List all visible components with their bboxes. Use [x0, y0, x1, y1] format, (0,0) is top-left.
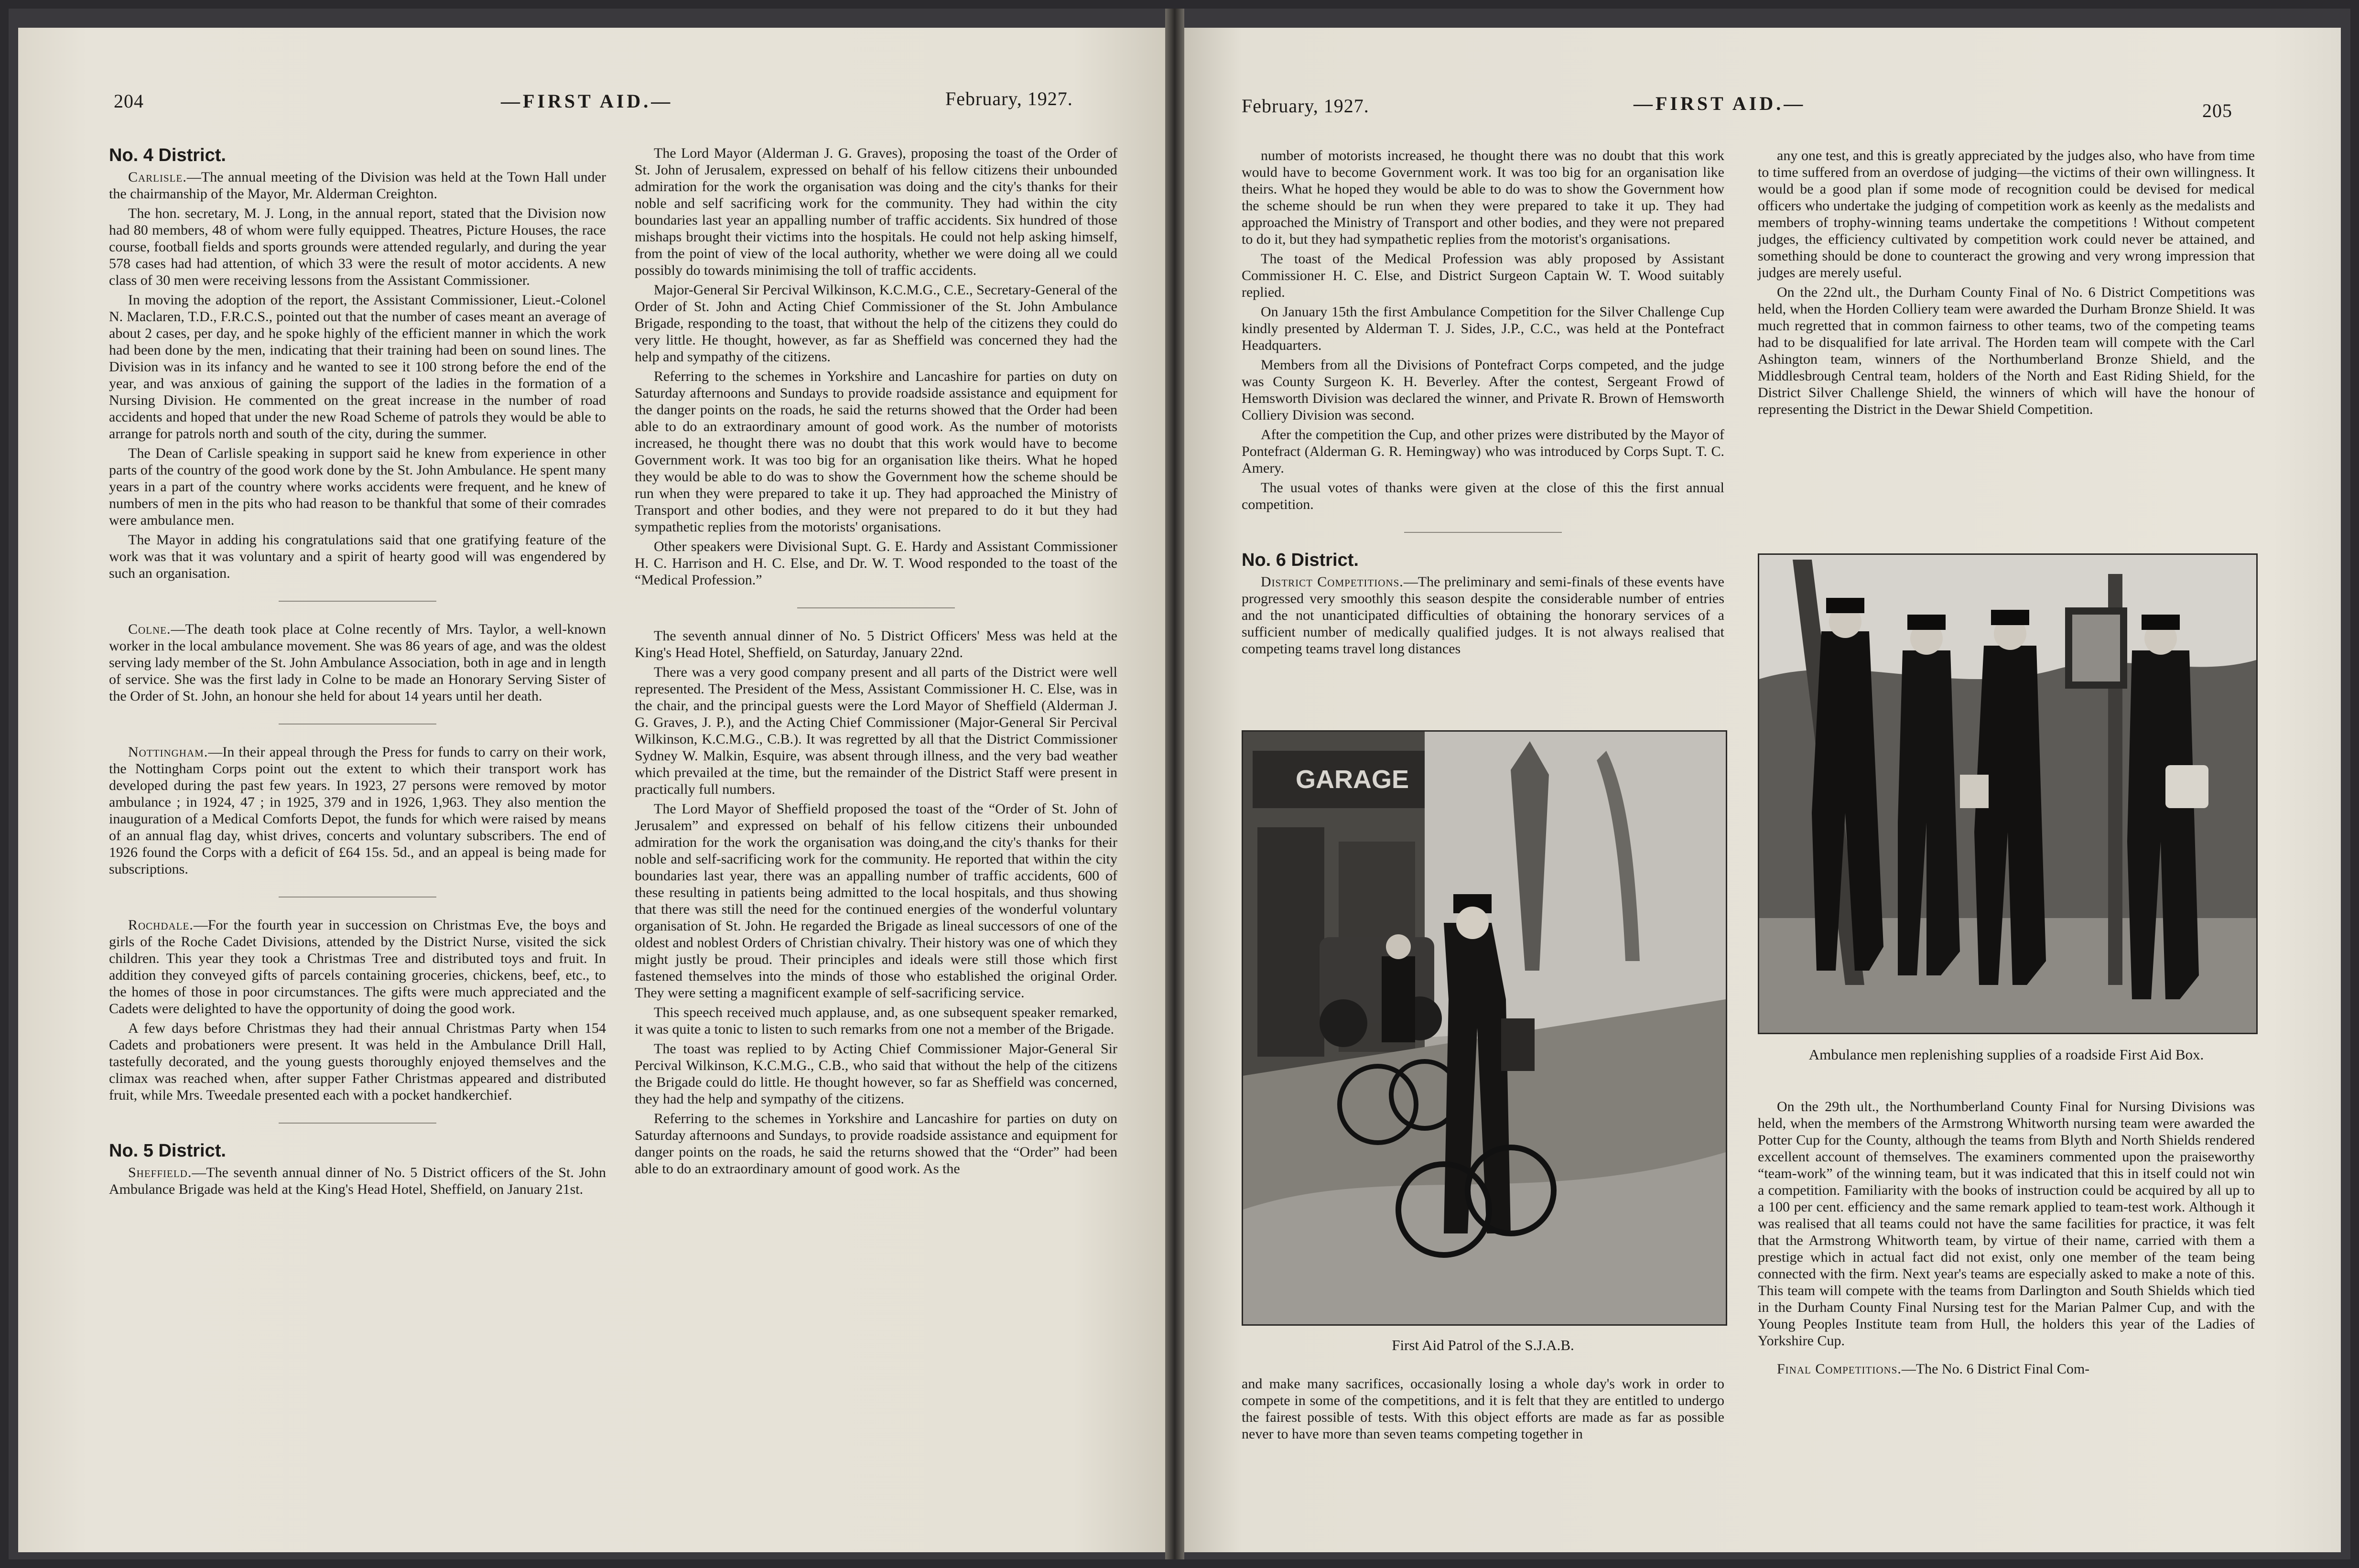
paragraph: [109, 621, 606, 704]
section-rule: [1404, 532, 1562, 533]
paragraph: This speech received much applause, and, as one subsequent speaker remarked, it was quite a tonic to listen to such remarks from one not a member of the Brigade.: [635, 1005, 1117, 1037]
paragraph: [109, 744, 606, 877]
paragraph: any one test, and this is greatly appreciated by the judges also, who have from time to time suffered from an overdose of judging—the victims of their own willingness. It would be a good plan if some mode of recognition could be devised for medical officers who undertake the judging of competition work as keenly as the medalists and members of trophy-winning teams undertake the competitions ! Without competent judges, the efficiency cultivated by competition work could never be attained, and something should be done to counteract the growing and very wrong impression that judges are merely useful.: [1758, 148, 2255, 281]
paragraph: number of motorists increased, he thought there was no doubt that this work would have to become Government work. It was too big for an organisation like theirs. What he hoped they would be able to do was to show the Government how the scheme should be run when they were prepared to take it up. They had approached the Ministry of Transport and other bodies, and they were not prepared to do it, but they had sympathetic replies from the motorist's organisations.: [1242, 148, 1724, 247]
first-aid-box-photo-caption: Ambulance men replenishing supplies of a roadside First Aid Box.: [1808, 1046, 2204, 1063]
running-title-text: —FIRST AID.—: [501, 90, 673, 112]
running-title: [1634, 92, 1806, 115]
paragraph: The Mayor in adding his congratulations said that one gratifying feature of the work was that it was voluntary and a spirit of hearty good will was engendered by such an organisation.: [109, 532, 606, 581]
section-heading: No. 6 District.: [1242, 550, 1359, 570]
paragraph: On the 22nd ult., the Durham County Final of No. 6 District Competitions was held, when the Horden Colliery team were awarded the Durham Bronze Shield. It was much regretted that in common fairness to other teams, two of the competing teams had to be disqualified for late arrival. The Horden team will compete with the Carl Ashington team, winners of the Northumberland Bronze Shield, and the Middlesbrough Central team, holders of the North and East Riding Shield, for the District Silver Challenge Shield, the winners of which will have the honour of representing the District in the Dewar Shield Competition.: [1758, 284, 2255, 417]
paragraph: The usual votes of thanks were given at the close of this the first annual competition.: [1242, 480, 1724, 512]
paragraph: The Lord Mayor of Sheffield proposed the toast of the “Order of St. John of Jerusalem” and expressed on behalf of his fellow citizens their unbounded admiration for the work the organisation was doing,and the city's thanks for their noble and self-sacrificing work for the community. He reported that within the city boundaries last year, there was an appalling number of traffic accidents, 600 of these resulting in patients being admitted to the local hospitals, and thus showing that there was still the need for the continued energies of the wonderful voluntary organisation of St. John. He regarded the Brigade as lineal successors of one of the oldest and noblest Orders of Christian chivalry. Their history was one of which they might justly be proud. Their principles and ideals were still those which first fastened themselves into the minds of those who established the original Order. They were setting a magnificent example of self-sacrificing service.: [635, 801, 1117, 1001]
paragraph-text: —For the fourth year in succession on Christmas Eve, the boys and girls of the Roche Cadet Divisions, attended by the District Nurse, visited the sick children. This year they took a Christmas Tree and distributed toys and fruit. In addition they conveyed gifts of parcels containing groceries, chickens, beef, etc., to the homes of those in poor circumstances. The gifts were much appreciated and the Cadets were delighted to have the opportunity of doing the good work.: [109, 917, 606, 1016]
paragraph: Members from all the Divisions of Pontefract Corps competed, and the judge was County Surgeon K. H. Beverley. After the contest, Sergeant Frowd of Hemsworth Division was declared the winner, and Private R. Brown of Hemsworth Colliery Division was second.: [1242, 357, 1724, 423]
patrol-photo: [1242, 730, 1727, 1326]
paragraph: On January 15th the first Ambulance Competition for the Silver Challenge Cup kindly presented by Alderman T. J. Sides, J.P., C.C., was held at the Pontefract Headquarters.: [1242, 304, 1724, 353]
section-rule: [797, 607, 955, 608]
section-lead: Final Competitions.: [1777, 1361, 1902, 1377]
paragraph: On the 29th ult., the Northumberland County Final for Nursing Divisions was held, when the members of the Armstrong Whitworth nursing team were awarded the Potter Cup for the County, although the teams from Blyth and North Shields rendered excellent account of themselves. The examiners commented upon the praiseworthy “team-work” of the winning team, but it was indicated that this in itself could not win a competition. Familiarity with the books of instruction could be acquired by all up to a 100 per cent. efficiency and the same remark applied to team-test work. Although it was realised that all teams could not have the same facilities for practice, it was felt that the Armstrong Whitworth team, by virtue of their name, carried with them a prestige which in actual fact did not exist, only one member of the team being connected with the firm. Next year's teams are especially asked to make a note of this. This team will compete with the teams from Darlington and South Shields which tied in the Durham County Final Nursing test for the Marian Palmer Cup, and with the Young Peoples Institute team from Hull, the holders this year of the Ladies of Yorkshire Cup.: [1758, 1099, 2255, 1349]
issue-date: February, 1927.: [1242, 95, 1369, 117]
section-heading: No. 4 District.: [109, 145, 226, 165]
place-name: Nottingham.: [128, 744, 208, 760]
paragraph: [1242, 573, 1724, 657]
patrol-photo-caption: First Aid Patrol of the S.J.A.B.: [1392, 1337, 1574, 1353]
book-gutter: [1165, 9, 1184, 1559]
paragraph-text: —The No. 6 District Final Com-: [1901, 1361, 2090, 1377]
paragraph: A few days before Christmas they had their annual Christmas Party when 154 Cadets and probationers were present. It was held in the Ambulance Drill Hall, tastefully decorated, and the young guests thoroughly enjoyed themselves and the climax was reached when, after supper Father Christmas appeared and distributed fruit, while Mrs. Tweedale presented each with a pocket handkerchief.: [109, 1020, 606, 1103]
paragraph: [109, 169, 606, 202]
paragraph-text: —In their appeal through the Press for funds to carry on their work, the Nottingham Corps point out the extent to which their transport work has developed during the past few years. In 1923, 27 persons were removed by motor ambulance ; in 1924, 47 ; in 1925, 379 and in 1926, 1,963. They also mention the inauguration of a Medical Comforts Depot, the funds for which were raised by means of an annual flag day, whist drives, concerts and voluntary subscribers. The end of 1926 found the Corps with a deficit of £64 15s. 5d., and an appeal is being made for subscriptions.: [109, 744, 606, 877]
left-page: [18, 28, 1165, 1552]
right-page: [1184, 28, 2341, 1552]
paragraph: The seventh annual dinner of No. 5 District Officers' Mess was held at the King's Head Hotel, Sheffield, on Saturday, January 22nd.: [635, 628, 1117, 660]
place-name: Rochdale.: [128, 917, 194, 933]
patrol-photo-image: [1243, 732, 1726, 1324]
place-name: Carlisle.: [128, 169, 187, 185]
paragraph: Referring to the schemes in Yorkshire and Lancashire for parties on duty on Saturday afternoons and Sundays, to provide roadside assistance and equipment for danger points on the roads, he said the returns showed that the “Order” had been able to do an extraordinary amount of good work. As the: [635, 1111, 1117, 1177]
right-column-2-continued: [1758, 1098, 2255, 1380]
left-column-1: [109, 147, 606, 1200]
paragraph: The toast was replied to by Acting Chief Commissioner Major-General Sir Percival Wilkinson, K.C.M.G., C.B., who said that without the help of the citizens the Brigade could do little. He thought however, so far as Sheffield was concerned, they had the help and sympathy of the citizens.: [635, 1041, 1117, 1107]
paragraph: [109, 1164, 606, 1198]
paragraph: There was a very good company present and all parts of the District were well represented. The President of the Mess, Assistant Commissioner H. C. Else, was in the chair, and the principal guests were the Lord Mayor of Sheffield (Alderman J. G. Graves, J. P.), and the Acting Chief Commissioner (Major-General Sir Percival Wilkinson, K.C.M.G., C.B.). It was regretted by all that the District Commissioner Sydney W. Malkin, Esquire, was absent through illness, and the very bad weather which prevailed at the time, but the remainder of the District Staff were present in practically full numbers.: [635, 664, 1117, 797]
paragraph: In moving the adoption of the report, the Assistant Commissioner, Lieut.-Colonel N. Maclaren, T.D., F.R.C.S., pointed out that the number of cases meant an average of about 2 cases, per day, and he spoke highly of the efficient manner in which the work had been done by the men, indicating that their training had been on sound lines. The Division was in its infancy and he wanted to see it 100 strong before the end of the year, and was anxious of gaining the support of the ladies in the formation of a Nursing Division. He commented on the great increase in the number of road accidents and hoped that under the new Road Scheme of patrols they would be able to arrange for patrols north and south of the city, during the summer.: [109, 292, 606, 442]
place-name: Sheffield.: [128, 1165, 192, 1180]
first-aid-box-photo-image: [1759, 555, 2256, 1033]
paragraph-text: —The seventh annual dinner of No. 5 District officers of the St. John Ambulance Brigade was held at the King's Head Hotel, Sheffield, on January 21st.: [109, 1165, 606, 1197]
section-heading: No. 5 District.: [109, 1141, 226, 1161]
page-number: 204: [114, 90, 144, 112]
paragraph-text: —The preliminary and semi-finals of these events have progressed very smoothly this season despite the considerable number of entries and the not unanticipated difficulties of obtaining the honorary services of a sufficient number of medically qualified judges. It is not always realised that competing teams travel long distances: [1242, 574, 1724, 657]
garage-sign: GARAGE: [1296, 765, 1409, 794]
page-number: 205: [2202, 100, 2232, 121]
paragraph: [109, 917, 606, 1017]
right-column-2: [1758, 147, 2255, 421]
paragraph: The Dean of Carlisle speaking in support said he knew from experience in other parts of the country of the good work done by the St. John Ambulance. He spent many years in a part of the country where works accidents were frequent, and he knew of numbers of men in the pits who had reason to be thankful that some of their comrades were ambulance men.: [109, 445, 606, 528]
magazine-spread: [9, 9, 2350, 1559]
paragraph: Referring to the schemes in Yorkshire and Lancashire for parties on duty on Saturday afternoons and Sundays to provide roadside assistance and equipment for the danger points on the roads, he said the returns showed that the Order had been able to do an extraordinary amount of good work. As the number of motorists increased, he thought there was no doubt that this work would have to become Government work. It was too big for an organisation like theirs. What he hoped they would be able to do was to show the Government how the scheme should be run when they were prepared to take it up. They had approached the Ministry of Transport and other bodies, and they were not prepared to do it but they had sympathetic replies from the motorists' organisations.: [635, 368, 1117, 535]
paragraph: The toast of the Medical Profession was ably proposed by Assistant Commissioner H. C. Else, and District Surgeon Captain W. T. Wood suitably replied.: [1242, 251, 1724, 300]
place-name: Colne.: [128, 621, 171, 637]
paragraph: Major-General Sir Percival Wilkinson, K.C.M.G., C.E., Secretary-General of the Order of St. John and Acting Chief Commissioner of the St. John Ambulance Brigade, responding to the toast, that without the help of the citizens they could do very little. He thought, however, as far as Sheffield was concerned they had the help and sympathy of the citizens.: [635, 282, 1117, 365]
right-column-1: [1242, 147, 1724, 660]
running-title-text: —FIRST AID.—: [1634, 93, 1806, 114]
right-column-1-continued: [1242, 1375, 1724, 1445]
running-title: [501, 90, 673, 112]
left-column-2: [635, 145, 1117, 1180]
section-rule: [279, 724, 436, 725]
paragraph-text: —The annual meeting of the Division was held at the Town Hall under the chairmanship of the Mayor, Mr. Alderman Creighton.: [109, 169, 606, 202]
section-rule: [279, 1123, 436, 1124]
paragraph: The Lord Mayor (Alderman J. G. Graves), proposing the toast of the Order of St. John of Jerusalem, expressed on behalf of his fellow citizens their unbounded admiration for the work the organisation was doing and the city's thanks for their noble and self sacrificing work for the community. They had within the city boundaries last year an appalling number of traffic accidents. Six hundred of those mishaps brought their victims into the hospitals. He could not help asking himself, from the point of view of the local authority, whether we were doing all we could possibly do towards minimising the toll of traffic accidents.: [635, 145, 1117, 278]
paragraph: After the competition the Cup, and other prizes were distributed by the Mayor of Pontefract (Alderman G. R. Hemingway) who was introduced by Corps Supt. T. C. Amery.: [1242, 427, 1724, 476]
paragraph: The hon. secretary, M. J. Long, in the annual report, stated that the Division now had 80 members, 48 of whom were fully equipped. Theatres, Picture Houses, the race course, football fields and sports grounds were attended regularly, and during the year 578 cases had had attention, of which 33 were the result of motor accidents. A new class of 30 men were receiving lessons from the Assistant Commissioner.: [109, 205, 606, 288]
issue-date: February, 1927.: [945, 88, 1073, 109]
paragraph: [1758, 1361, 2255, 1377]
paragraph-text: —The death took place at Colne recently of Mrs. Taylor, a well-known worker in the local ambulance movement. She was 86 years of age, and was the oldest serving lady member of the St. John Ambulance Association, both in age and in length of service. She was the first lady in Colne to be made an Honorary Serving Sister of the Order of St. John, an honour she held for about 14 years until her death.: [109, 621, 606, 704]
section-rule: [279, 897, 436, 898]
first-aid-box-photo: [1758, 553, 2258, 1034]
section-lead: District Competitions.: [1261, 574, 1404, 590]
paragraph: and make many sacrifices, occasionally losing a whole day's work in order to compete in some of the competitions, and it is felt that they are entitled to undergo the fairest possible of tests. With this object efforts are made as far as possible never to have more than seven teams competing together in: [1242, 1376, 1724, 1442]
paragraph: Other speakers were Divisional Supt. G. E. Hardy and Assistant Commissioner H. C. Harrison and H. C. Else, and Dr. W. T. Wood responded to the toast of the “Medical Profession.”: [635, 539, 1117, 588]
section-rule: [279, 601, 436, 602]
